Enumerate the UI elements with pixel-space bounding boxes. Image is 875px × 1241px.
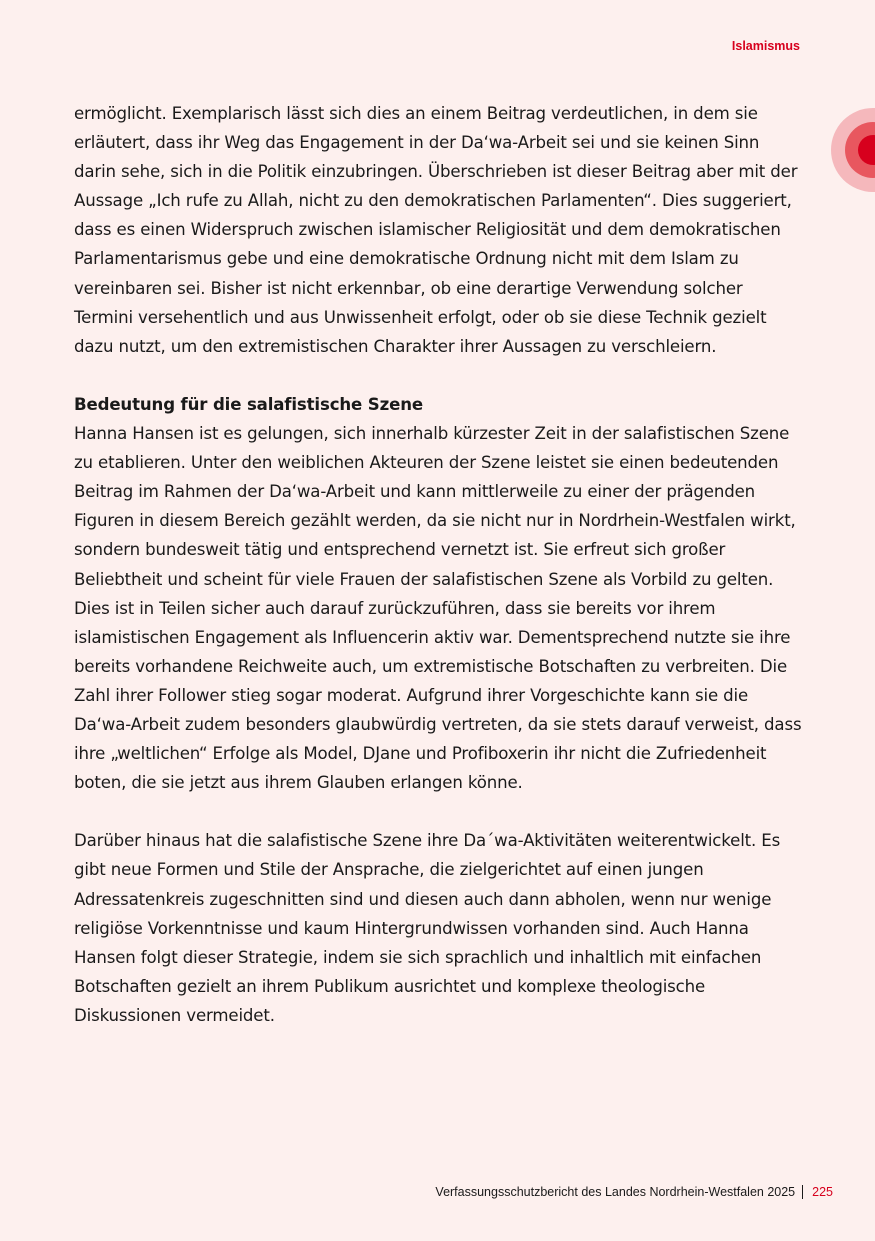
publication-title: Verfassungsschutzbericht des Landes Nordrhein-Westfalen 2025: [435, 1185, 796, 1199]
paragraph: ermöglicht. Exemplarisch lässt sich dies an einem Beitrag verdeutlichen, in dem sie erläutert, dass ihr Weg das Engagement in der Da‘wa-Arbeit sei und sie keinen Sinn darin sehe, sich in die Politik einzubringen. Überschrieben ist dieser Beitrag aber mit der Aussage „Ich rufe zu Allah, nicht zu den demokratischen Parlamenten“. Dies suggeriert, dass es einen Widerspruch zwischen islamischer Religiosität und dem demokratischen Parlamentarismus gebe und eine demokratische Ordnung nicht mit dem Islam zu vereinbaren sei. Bisher ist nicht erkennbar, ob eine derartige Verwendung solcher Termini versehentlich und aus Unwissenheit erfolgt, oder ob sie diese Technik gezielt dazu nutzt, um den extremistischen Charakter ihrer Aussagen zu verschleiern.: [74, 104, 798, 356]
paragraph: Hanna Hansen ist es gelungen, sich innerhalb kürzester Zeit in der salafistischen Szene zu etablieren. Unter den weiblichen Akteuren der Szene leistet sie einen bedeutenden Beitrag im Rahmen der Da‘wa-Arbeit und kann mittlerweile zu einer der prägenden Figuren in diesem Bereich gezählt werden, da sie nicht nur in Nordrhein-Westfalen wirkt, sondern bundesweit tätig und entsprechend vernetzt ist. Sie erfreut sich großer Beliebtheit und scheint für viele Frauen der salafistischen Szene als Vorbild zu gelten. Dies ist in Teilen sicher auch darauf zurückzuführen, dass sie bereits vor ihrem islamistischen Engagement als Influencerin aktiv war. Dementsprechend nutzte sie ihre bereits vorhandene Reichweite auch, um extremistische Botschaften zu verbreiten. Die Zahl ihrer Follower stieg sogar moderat. Aufgrund ihrer Vorgeschichte kann sie die Da‘wa-Arbeit zudem besonders glaubwürdig vertreten, da sie stets darauf verweist, dass ihre „weltlichen“ Erfolge als Model, DJane und Profiboxerin ihr nicht die Zufriedenheit boten, die sie jetzt aus ihrem Glauben erlangen könne.: [74, 424, 802, 793]
main-text: [74, 99, 804, 1030]
section-heading: Bedeutung für die salafistische Szene: [74, 394, 423, 414]
paragraph: Darüber hinaus hat die salafistische Szene ihre Da´wa-Aktivitäten weiterentwickelt. Es gibt neue Formen und Stile der Ansprache, die zielgerichtet auf einen jungen Adressatenkreis zugeschnitten sind und diesen auch dann abholen, wenn nur wenige religiöse Vorkenntnisse und kaum Hintergrundwissen vorhanden sind. Auch Hanna Hansen folgt dieser Strategie, indem sie sich sprachlich und inhaltlich mit einfachen Botschaften gezielt an ihrem Publikum ausrichtet und komplexe theologische Diskussionen vermeidet.: [74, 831, 781, 1025]
page-number: 225: [812, 1185, 833, 1199]
section-label: Islamismus: [731, 39, 800, 53]
footer-divider: [802, 1185, 803, 1199]
section-marker-icon: [831, 108, 875, 192]
page-footer: [435, 1185, 833, 1199]
